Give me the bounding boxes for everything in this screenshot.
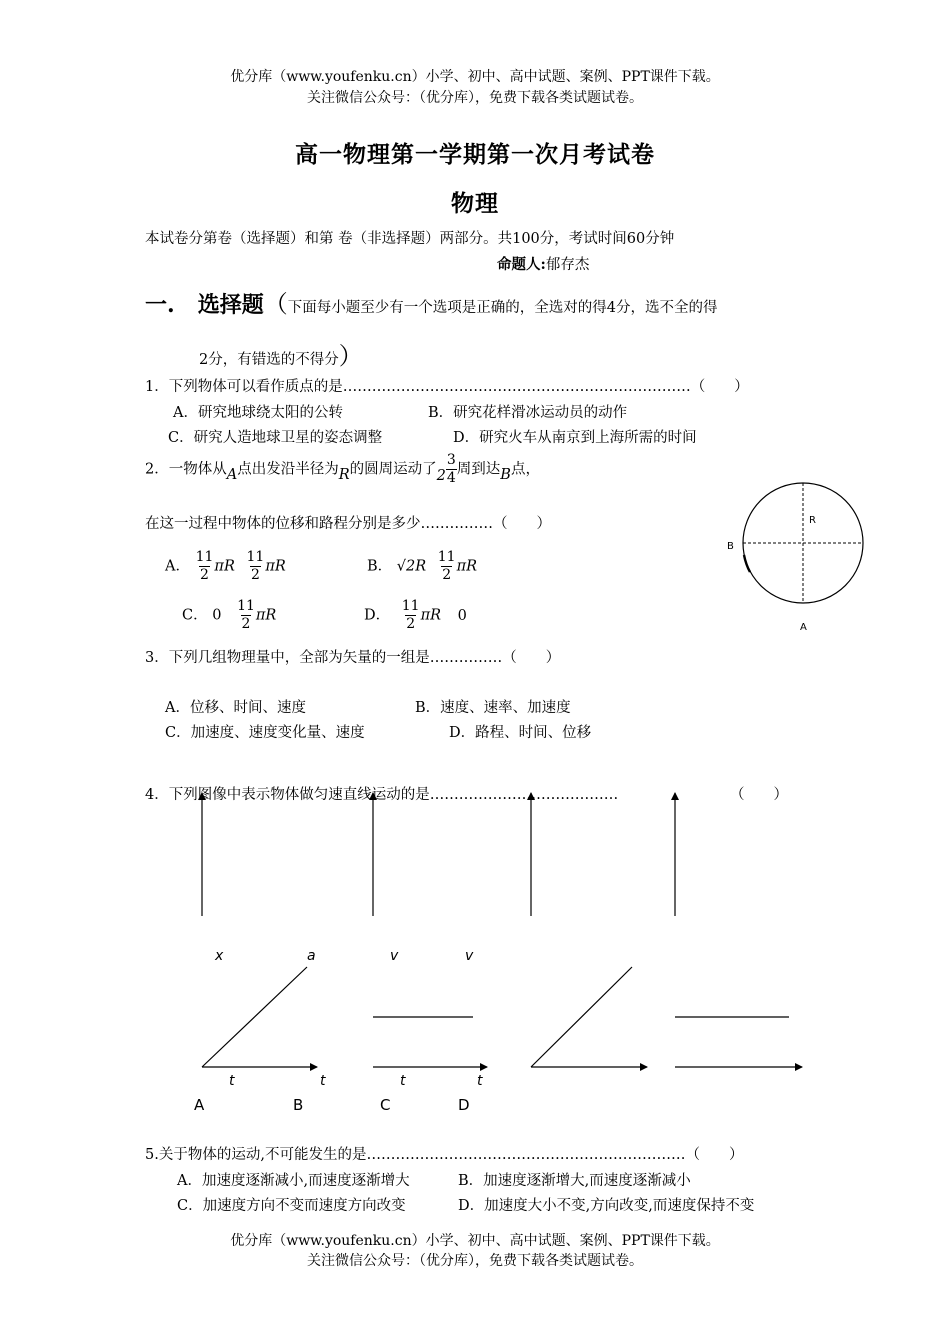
author-name: 郁存杰 — [545, 257, 590, 273]
q3-option-c: C．加速度、速度变化量、速度 — [165, 725, 365, 741]
q2-text-3: 的圆周运动了 — [349, 461, 437, 478]
section-number: 一. — [145, 292, 175, 318]
frac-num: 11 — [437, 549, 456, 565]
section-note-line-2 — [199, 336, 363, 371]
q2-option-a — [165, 549, 286, 584]
q2-frac-num: 3 — [446, 452, 456, 468]
header-line-1: 优分库（www.youfenku.cn）小学、初中、高中试题、案例、PPT课件下载。 — [230, 69, 720, 85]
page-title: 高一物理第一学期第一次月考试卷 — [295, 141, 655, 168]
q1-option-b: B．研究花样滑冰运动员的动作 — [428, 405, 628, 421]
q2-option-c-label: C． — [182, 607, 208, 624]
q2-a-pir-1: πR — [214, 558, 235, 575]
section-note-1: 下面每小题至少有一个选项是正确的，全选对的得4分，选不全的得 — [287, 300, 718, 316]
frac-den: 2 — [406, 616, 416, 632]
q3-option-d: D．路程、时间、位移 — [449, 725, 592, 741]
graph-3-diagonal-line — [531, 967, 632, 1067]
q2-d-zero: 0 — [457, 607, 467, 624]
q2-a-frac-2 — [245, 549, 265, 584]
q2-text-5: 点， — [510, 461, 540, 478]
author-label: 命题人: — [497, 256, 546, 273]
q2-text-2: 点出发沿半径为 — [237, 461, 339, 478]
graph-option-c: C — [380, 1096, 391, 1114]
q2-d-frac — [401, 598, 421, 633]
q2-option-d — [364, 598, 467, 633]
q2-c-zero: 0 — [212, 607, 222, 624]
q2-var-b: B — [500, 466, 511, 483]
section-name: 选择题 — [197, 292, 264, 318]
q2-var-a: A — [226, 466, 238, 483]
frac-den: 2 — [200, 567, 209, 583]
frac-den: 2 — [442, 567, 452, 583]
q2-c-frac — [236, 598, 256, 633]
q5-stem: 5.关于物体的运动,不可能发生的是…………………………………………………………（ ） — [145, 1147, 744, 1163]
graph-option-d: D — [458, 1096, 470, 1114]
q2-b-pir: πR — [456, 558, 478, 575]
q1-option-c: C．研究人造地球卫星的姿态调整 — [168, 430, 383, 446]
header-line-2: 关注微信公众号：（优分库），免费下载各类试题试卷。 — [307, 90, 643, 106]
section-note-2: 2分，有错选的不得分 — [199, 352, 339, 368]
q5-option-a: A．加速度逐渐减小,而速度逐渐增大 — [177, 1173, 410, 1189]
circle-label-b: B — [727, 541, 734, 552]
q2-circle-figure — [720, 475, 880, 640]
frac-num: 11 — [246, 549, 265, 565]
graph-ab-diagonal-line — [202, 967, 307, 1067]
q1-stem: 1．下列物体可以看作质点的是………………………………………………………………（ ） — [145, 379, 749, 395]
graph-label-v-2: v — [465, 948, 474, 964]
graph-label-v-1: v — [390, 948, 399, 964]
q4-graphs — [180, 790, 820, 1120]
q2-var-r: R — [338, 466, 350, 483]
graph-t-label-3: t — [400, 1073, 406, 1089]
q3-stem: 3．下列几组物理量中，全部为矢量的一组是……………（ ） — [145, 650, 561, 666]
q4-stem: 4．下列图像中表示物体做匀速直线运动的是………………………………… — [145, 787, 619, 803]
circle-label-a: A — [800, 622, 807, 633]
frac-num: 11 — [195, 549, 214, 565]
q5-option-c: C．加速度方向不变而速度方向改变 — [177, 1198, 406, 1214]
q2-b-r: R — [415, 558, 427, 575]
q2-text-1: 2．一物体从 — [145, 461, 227, 478]
q1-option-a: A．研究地球绕太阳的公转 — [173, 405, 343, 421]
author — [497, 253, 589, 274]
section-open-paren: （ — [263, 290, 288, 318]
footer-line-1: 优分库（www.youfenku.cn）小学、初中、高中试题、案例、PPT课件下载。 — [230, 1233, 720, 1249]
q2-mixed-fraction — [446, 452, 457, 487]
graph-t-label-2: t — [320, 1073, 326, 1089]
q2-c-pir: πR — [255, 607, 277, 624]
graph-option-b: B — [293, 1096, 304, 1114]
q2-mixed-whole: 2 — [436, 467, 446, 484]
q4-answer-blank: （ ） — [730, 787, 788, 803]
q5-option-b: B．加速度逐渐增大,而速度逐渐减小 — [458, 1173, 691, 1189]
frac-den: 2 — [241, 616, 251, 632]
q2-a-frac-1 — [195, 549, 215, 584]
q2-a-pir-2: πR — [265, 558, 286, 575]
graph-t-label-4: t — [477, 1073, 483, 1089]
q2-b-sqrt2: √2 — [396, 558, 416, 575]
q5-option-d: D．加速度大小不变,方向改变,而速度保持不变 — [458, 1198, 755, 1214]
frac-num: 11 — [401, 598, 420, 614]
section-heading — [145, 284, 718, 319]
q2-stem — [145, 452, 540, 487]
graph-t-label-1: t — [229, 1073, 235, 1089]
arc-mark — [744, 555, 750, 572]
q2-option-a-label: A． — [165, 558, 190, 575]
page-subtitle: 物理 — [451, 190, 499, 217]
graph-option-a: A — [194, 1096, 205, 1114]
q1-option-d: D．研究火车从南京到上海所需的时间 — [453, 430, 697, 446]
q2-option-d-label: D． — [364, 607, 391, 624]
q3-option-b: B．速度、速率、加速度 — [415, 700, 571, 716]
graph-label-a: a — [307, 948, 316, 964]
q2-option-b-label: B． — [367, 558, 393, 575]
q2-b-frac — [437, 549, 457, 584]
q3-option-a: A．位移、时间、速度 — [165, 700, 306, 716]
footer-line-2: 关注微信公众号：（优分库），免费下载各类试题试卷。 — [307, 1253, 643, 1269]
q2-text-4: 周到达 — [456, 461, 501, 478]
q2-option-c — [182, 598, 276, 633]
q2-d-pir: πR — [420, 607, 442, 624]
q2-line-2: 在这一过程中物体的位移和路程分别是多少……………（ ） — [145, 516, 551, 532]
frac-den: 2 — [250, 567, 260, 583]
graph-label-x: x — [215, 948, 224, 964]
q2-option-b — [367, 549, 477, 584]
frac-num: 11 — [237, 598, 255, 614]
section-close-paren: ） — [338, 342, 363, 370]
q2-frac-den: 4 — [446, 470, 456, 486]
exam-intro: 本试卷分第卷（选择题）和第 卷（非选择题）两部分。共100分，考试时间60分钟 — [145, 231, 675, 247]
circle-label-r: R — [809, 515, 816, 526]
